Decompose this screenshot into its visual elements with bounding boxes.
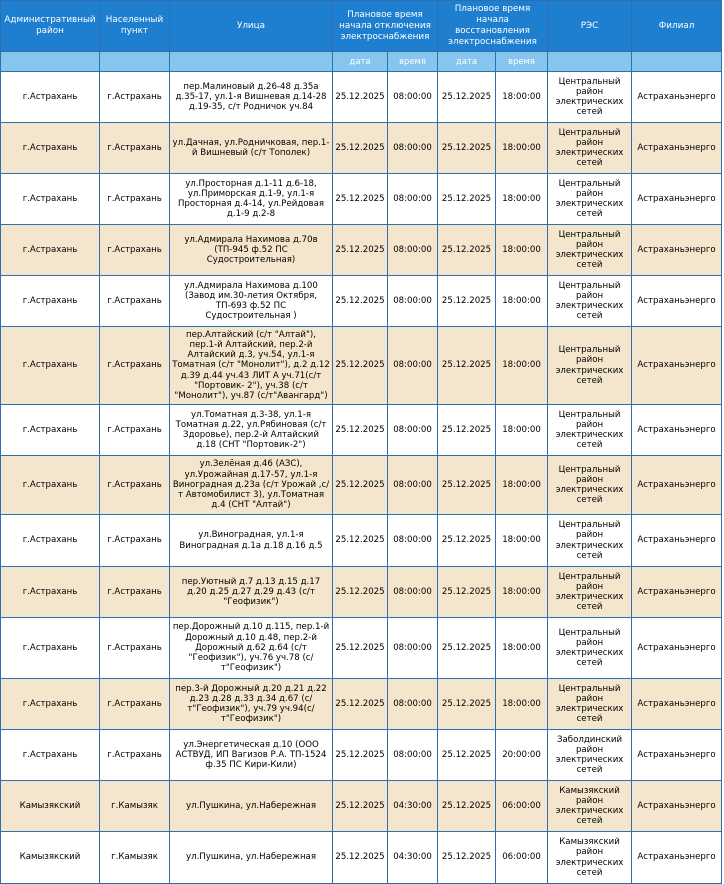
locality-cell: г.Астрахань xyxy=(100,567,170,618)
subheader-empty xyxy=(170,52,333,72)
on-date-cell: 25.12.2025 xyxy=(438,781,496,832)
off-date-cell: 25.12.2025 xyxy=(333,730,388,781)
locality-cell: г.Астрахань xyxy=(100,456,170,515)
district-cell: г.Астрахань xyxy=(1,405,100,456)
street-cell: ул.Пушкина, ул.Набережная xyxy=(170,781,333,832)
table-row xyxy=(1,567,722,618)
branch-cell: Астраханьэнерго xyxy=(632,618,722,679)
branch-cell: Астраханьэнерго xyxy=(632,567,722,618)
street-cell: ул.Виноградная, ул.1-я Виноградная д.1а д.18 д.16 д.5 xyxy=(170,515,333,567)
on-time-cell: 06:00:00 xyxy=(496,781,548,832)
res-cell: Центральный район электрических сетей xyxy=(548,456,632,515)
off-date-cell: 25.12.2025 xyxy=(333,618,388,679)
off-time-cell: 08:00:00 xyxy=(388,327,438,405)
on-date-cell: 25.12.2025 xyxy=(438,174,496,225)
locality-cell: г.Астрахань xyxy=(100,405,170,456)
off-time-cell: 08:00:00 xyxy=(388,730,438,781)
district-cell: г.Астрахань xyxy=(1,72,100,123)
off-date-cell: 25.12.2025 xyxy=(333,405,388,456)
on-date-cell: 25.12.2025 xyxy=(438,515,496,567)
res-cell: Центральный район электрических сетей xyxy=(548,515,632,567)
col-on-date-label: дата xyxy=(438,52,496,72)
res-cell: Центральный район электрических сетей xyxy=(548,72,632,123)
district-cell: г.Астрахань xyxy=(1,730,100,781)
table-row xyxy=(1,72,722,123)
on-time-cell: 18:00:00 xyxy=(496,72,548,123)
on-date-cell: 25.12.2025 xyxy=(438,567,496,618)
locality-cell: г.Камызяк xyxy=(100,832,170,884)
table-row xyxy=(1,515,722,567)
off-date-cell: 25.12.2025 xyxy=(333,832,388,884)
off-date-cell: 25.12.2025 xyxy=(333,456,388,515)
on-date-cell: 25.12.2025 xyxy=(438,225,496,276)
branch-cell: Астраханьэнерго xyxy=(632,225,722,276)
col-on-time: Плановое время начала восстановления электроснабжения xyxy=(438,1,548,52)
on-time-cell: 18:00:00 xyxy=(496,456,548,515)
street-cell: ул.Адмирала Нахимова д.100 (Завод им.30-летия Октября, ТП-693 ф.52 ПС Судостроительная ) xyxy=(170,276,333,327)
on-time-cell: 18:00:00 xyxy=(496,123,548,174)
on-time-cell: 20:00:00 xyxy=(496,730,548,781)
off-time-cell: 08:00:00 xyxy=(388,567,438,618)
col-off-time-label: время xyxy=(388,52,438,72)
off-date-cell: 25.12.2025 xyxy=(333,567,388,618)
on-date-cell: 25.12.2025 xyxy=(438,405,496,456)
branch-cell: Астраханьэнерго xyxy=(632,456,722,515)
on-time-cell: 18:00:00 xyxy=(496,405,548,456)
street-cell: ул.Энергетическая д.10 (ООО АСТВУД, ИП Вагизов Р.А. ТП-1524 ф.35 ПС Кири-Кили) xyxy=(170,730,333,781)
on-date-cell: 25.12.2025 xyxy=(438,730,496,781)
res-cell: Центральный район электрических сетей xyxy=(548,327,632,405)
off-date-cell: 25.12.2025 xyxy=(333,276,388,327)
table-row xyxy=(1,730,722,781)
branch-cell: Астраханьэнерго xyxy=(632,276,722,327)
off-date-cell: 25.12.2025 xyxy=(333,515,388,567)
locality-cell: г.Астрахань xyxy=(100,225,170,276)
on-date-cell: 25.12.2025 xyxy=(438,618,496,679)
street-cell: ул.Зелёная д.46 (АЗС), ул.Урожайная д.17-57, ул.1-я Виноградная д.23а (с/т Урожай ,с/т Автомобилист 3), ул.Томатная д.4 (СНТ "Алтай") xyxy=(170,456,333,515)
col-district: Административный район xyxy=(1,1,100,52)
street-cell: ул.Томатная д.3-38, ул.1-я Томатная д.22, ул.Рябиновая (с/т Здоровье), пер.2-й Алтайский д.18 (СНТ "Портовик-2") xyxy=(170,405,333,456)
branch-cell: Астраханьэнерго xyxy=(632,730,722,781)
on-date-cell: 25.12.2025 xyxy=(438,832,496,884)
district-cell: Камызякский xyxy=(1,832,100,884)
table-row xyxy=(1,327,722,405)
street-cell: пер.Дорожный д.10 д.115, пер.1-й Дорожный д.10 д.48, пер.2-й Дорожный д.62 д.64 (с/т "Геофизик"), уч.76 уч.78 (с/т"Геофизик") xyxy=(170,618,333,679)
off-time-cell: 08:00:00 xyxy=(388,456,438,515)
branch-cell: Астраханьэнерго xyxy=(632,123,722,174)
off-time-cell: 08:00:00 xyxy=(388,679,438,730)
res-cell: Центральный район электрических сетей xyxy=(548,123,632,174)
locality-cell: г.Астрахань xyxy=(100,618,170,679)
col-res: РЭС xyxy=(548,1,632,52)
res-cell: Камызякский район электрических сетей xyxy=(548,781,632,832)
off-time-cell: 08:00:00 xyxy=(388,276,438,327)
res-cell: Центральный район электрических сетей xyxy=(548,679,632,730)
off-date-cell: 25.12.2025 xyxy=(333,174,388,225)
on-time-cell: 18:00:00 xyxy=(496,515,548,567)
branch-cell: Астраханьэнерго xyxy=(632,327,722,405)
on-time-cell: 18:00:00 xyxy=(496,618,548,679)
res-cell: Центральный район электрических сетей xyxy=(548,276,632,327)
off-time-cell: 08:00:00 xyxy=(388,618,438,679)
subheader-row xyxy=(1,52,722,72)
on-time-cell: 18:00:00 xyxy=(496,567,548,618)
on-date-cell: 25.12.2025 xyxy=(438,276,496,327)
col-off-time: Плановое время начала отключения электроснабжения xyxy=(333,1,438,52)
table-row xyxy=(1,781,722,832)
locality-cell: г.Астрахань xyxy=(100,730,170,781)
locality-cell: г.Астрахань xyxy=(100,327,170,405)
table-row xyxy=(1,405,722,456)
off-time-cell: 08:00:00 xyxy=(388,174,438,225)
branch-cell: Астраханьэнерго xyxy=(632,515,722,567)
branch-cell: Астраханьэнерго xyxy=(632,679,722,730)
col-on-time-label: время xyxy=(496,52,548,72)
on-time-cell: 06:00:00 xyxy=(496,832,548,884)
off-date-cell: 25.12.2025 xyxy=(333,327,388,405)
district-cell: г.Астрахань xyxy=(1,515,100,567)
table-row xyxy=(1,832,722,884)
on-time-cell: 18:00:00 xyxy=(496,679,548,730)
table-row xyxy=(1,679,722,730)
on-time-cell: 18:00:00 xyxy=(496,225,548,276)
col-branch: Филиал xyxy=(632,1,722,52)
district-cell: г.Астрахань xyxy=(1,567,100,618)
district-cell: г.Астрахань xyxy=(1,679,100,730)
res-cell: Центральный район электрических сетей xyxy=(548,225,632,276)
on-date-cell: 25.12.2025 xyxy=(438,327,496,405)
on-date-cell: 25.12.2025 xyxy=(438,679,496,730)
branch-cell: Астраханьэнерго xyxy=(632,832,722,884)
table-row xyxy=(1,174,722,225)
on-time-cell: 18:00:00 xyxy=(496,174,548,225)
subheader-empty xyxy=(100,52,170,72)
street-cell: пер.Алтайский (с/т "Алтай"), пер.1-й Алтайский, пер.2-й Алтайский д.3, уч.54, ул.1-я Томатная (с/т "Монолит"), д.2 д.12 д.39 д.44 уч.43 ЛИТ А уч.71(с/т "Портовик- 2"), уч.38 (с/т "Монолит"), уч.87 (с/т"Авангард") xyxy=(170,327,333,405)
col-street: Улица xyxy=(170,1,333,52)
res-cell: Центральный район электрических сетей xyxy=(548,567,632,618)
district-cell: г.Астрахань xyxy=(1,225,100,276)
subheader-empty xyxy=(548,52,632,72)
on-date-cell: 25.12.2025 xyxy=(438,123,496,174)
res-cell: Центральный район электрических сетей xyxy=(548,618,632,679)
res-cell: Камызякский район электрических сетей xyxy=(548,832,632,884)
locality-cell: г.Астрахань xyxy=(100,515,170,567)
street-cell: пер.Малиновый д.26-48 д.35а д.35-17, ул.1-я Вишневая д.14-28 д.19-35, с/т Родничок уч.84 xyxy=(170,72,333,123)
district-cell: г.Астрахань xyxy=(1,174,100,225)
branch-cell: Астраханьэнерго xyxy=(632,72,722,123)
locality-cell: г.Астрахань xyxy=(100,679,170,730)
locality-cell: г.Астрахань xyxy=(100,276,170,327)
table-row xyxy=(1,456,722,515)
locality-cell: г.Астрахань xyxy=(100,174,170,225)
branch-cell: Астраханьэнерго xyxy=(632,781,722,832)
street-cell: ул.Просторная д.1-11 д.6-18, ул.Приморская д.1-9, ул.1-я Просторная д.4-14, ул.Рейдовая д.1-9 д.2-8 xyxy=(170,174,333,225)
street-cell: пер.Уютный д.7 д.13 д.15 д.17 д.20 д.25 д.27 д.29 д.43 (с/т "Геофизик") xyxy=(170,567,333,618)
on-time-cell: 18:00:00 xyxy=(496,276,548,327)
district-cell: г.Астрахань xyxy=(1,456,100,515)
subheader-empty xyxy=(1,52,100,72)
branch-cell: Астраханьэнерго xyxy=(632,405,722,456)
table-row xyxy=(1,276,722,327)
table-row xyxy=(1,618,722,679)
off-time-cell: 08:00:00 xyxy=(388,515,438,567)
header-row xyxy=(1,1,722,52)
street-cell: ул.Дачная, ул.Родничковая, пер.1-й Вишневый (с/т Тополек) xyxy=(170,123,333,174)
off-date-cell: 25.12.2025 xyxy=(333,781,388,832)
col-locality: Населенный пункт xyxy=(100,1,170,52)
district-cell: Камызякский xyxy=(1,781,100,832)
off-date-cell: 25.12.2025 xyxy=(333,225,388,276)
off-time-cell: 08:00:00 xyxy=(388,72,438,123)
off-time-cell: 04:30:00 xyxy=(388,781,438,832)
district-cell: г.Астрахань xyxy=(1,327,100,405)
street-cell: ул.Адмирала Нахимова д.70в (ТП-945 ф.52 ПС Судостроительная) xyxy=(170,225,333,276)
off-date-cell: 25.12.2025 xyxy=(333,123,388,174)
branch-cell: Астраханьэнерго xyxy=(632,174,722,225)
locality-cell: г.Астрахань xyxy=(100,123,170,174)
locality-cell: г.Астрахань xyxy=(100,72,170,123)
district-cell: г.Астрахань xyxy=(1,618,100,679)
district-cell: г.Астрахань xyxy=(1,123,100,174)
street-cell: пер.3-й Дорожный д.20 д.21 д.22 д.23 д.28 д.33 д.34 д.67 (с/т"Геофизик"), уч.79 уч.94(с/т"Геофизик") xyxy=(170,679,333,730)
off-time-cell: 08:00:00 xyxy=(388,405,438,456)
off-date-cell: 25.12.2025 xyxy=(333,679,388,730)
res-cell: Центральный район электрических сетей xyxy=(548,405,632,456)
street-cell: ул.Пушкина, ул.Набережная xyxy=(170,832,333,884)
col-off-date-label: дата xyxy=(333,52,388,72)
on-date-cell: 25.12.2025 xyxy=(438,72,496,123)
subheader-empty xyxy=(632,52,722,72)
res-cell: Центральный район электрических сетей xyxy=(548,174,632,225)
off-time-cell: 08:00:00 xyxy=(388,123,438,174)
on-time-cell: 18:00:00 xyxy=(496,327,548,405)
off-time-cell: 04:30:00 xyxy=(388,832,438,884)
off-time-cell: 08:00:00 xyxy=(388,225,438,276)
table-row xyxy=(1,123,722,174)
res-cell: Заболдинский район электрических сетей xyxy=(548,730,632,781)
off-date-cell: 25.12.2025 xyxy=(333,72,388,123)
on-date-cell: 25.12.2025 xyxy=(438,456,496,515)
table-row xyxy=(1,225,722,276)
locality-cell: г.Камызяк xyxy=(100,781,170,832)
district-cell: г.Астрахань xyxy=(1,276,100,327)
